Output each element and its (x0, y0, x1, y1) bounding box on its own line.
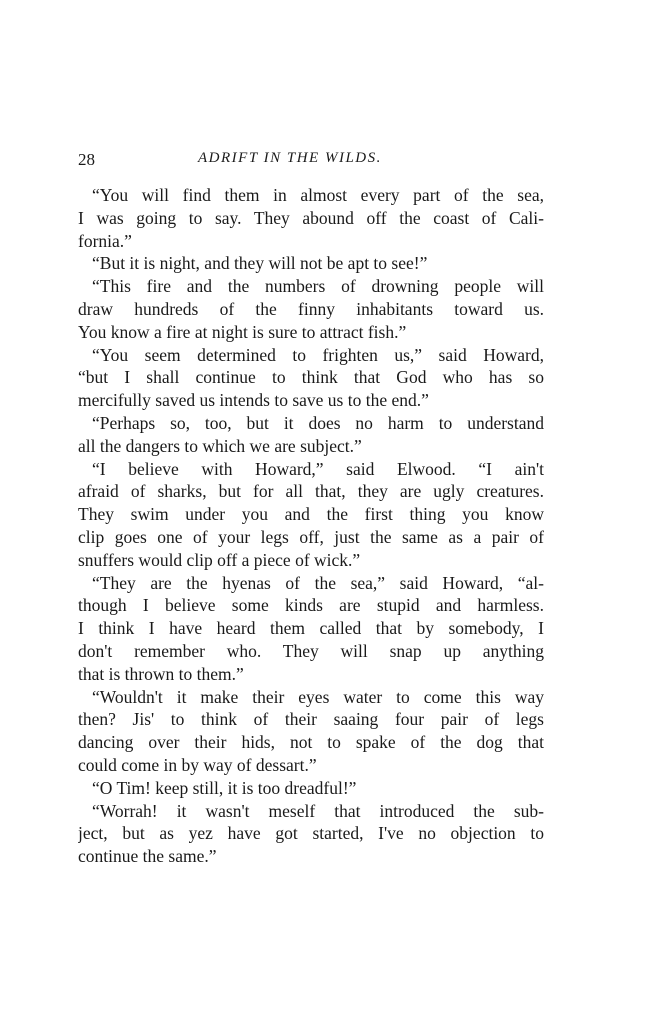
text-line: ject, but as yez have got started, I've no objection to (78, 823, 544, 844)
text-line: “Wouldn't it make their eyes water to come this way (92, 686, 544, 707)
text-line: “I believe with Howard,” said Elwood. “I ain't (92, 458, 544, 479)
text-line: clip goes one of your legs off, just the same as a pair of (78, 526, 544, 547)
text-line: though I believe some kinds are stupid and harmless. (78, 595, 544, 616)
page-header (78, 150, 544, 174)
text-line: snuffers would clip off a piece of wick.” (78, 549, 361, 570)
text-line: don't remember who. They will snap up anything (78, 640, 544, 661)
text-line: draw hundreds of the finny inhabitants toward us. (78, 298, 544, 319)
text-line: “O Tim! keep still, it is too dreadful!” (92, 777, 357, 798)
text-line: dancing over their hids, not to spake of the dog that (78, 732, 544, 753)
text-line: “But it is night, and they will not be apt to see!” (92, 253, 428, 274)
text-line: “This fire and the numbers of drowning people will (92, 276, 544, 297)
text-line: continue the same.” (78, 846, 217, 867)
running-title: ADRIFT IN THE WILDS. (198, 150, 382, 166)
page-number: 28 (78, 150, 95, 169)
text-line: that is thrown to them.” (78, 663, 244, 684)
text-line: “You will find them in almost every part of the sea, (92, 185, 544, 205)
text-line: fornia.” (78, 230, 132, 251)
text-line: then? Jis' to think of their saaing four pair of legs (78, 709, 544, 730)
text-line: “You seem determined to frighten us,” said Howard, (92, 344, 544, 365)
text-line: mercifully saved us intends to save us to the end.” (78, 390, 429, 411)
text-line: all the dangers to which we are subject.” (78, 435, 362, 456)
text-line: I was going to say. They abound off the coast of Cali- (78, 207, 544, 228)
text-line: I think I have heard them called that by somebody, I (78, 618, 544, 639)
text-line: “Perhaps so, too, but it does no harm to understand (92, 412, 544, 433)
text-line: “They are the hyenas of the sea,” said Howard, “al- (92, 572, 544, 593)
text-line: “but I shall continue to think that God who has so (78, 367, 544, 388)
text-line: They swim under you and the first thing you know (78, 504, 544, 525)
text-line: could come in by way of dessart.” (78, 754, 317, 775)
text-line: “Worrah! it wasn't meself that introduced the sub- (92, 800, 544, 821)
text-line: You know a fire at night is sure to attract fish.” (78, 321, 407, 342)
body-text (78, 184, 544, 868)
text-line: afraid of sharks, but for all that, they are ugly creatures. (78, 481, 544, 502)
